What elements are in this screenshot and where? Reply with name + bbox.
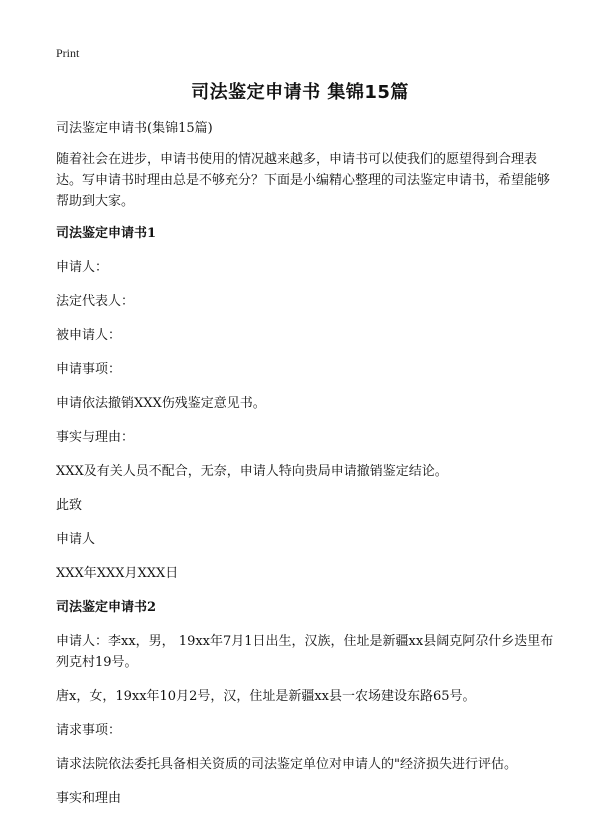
- paragraph: 申请人：: [56, 260, 109, 275]
- paragraph: 被申请人：: [56, 328, 122, 343]
- document-body: [56, 118, 556, 822]
- paragraph: 此致: [56, 498, 83, 513]
- document-title: 司法鉴定申请书 集锦15篇: [191, 82, 409, 103]
- section-1: [56, 223, 556, 584]
- intro-paragraph: 随着社会在进步，申请书使用的情况越来越多，申请书可以使我们的愿望得到合理表达。写申请书时理由总是不够充分？下面是小编精心整理的司法鉴定申请书，希望能够帮助到大家。: [56, 152, 551, 209]
- paragraph: 请求法院依法委托具备相关资质的司法鉴定单位对申请人的"经济损失进行评估。: [56, 757, 517, 772]
- document-subtitle: 司法鉴定申请书(集锦15篇): [56, 121, 213, 136]
- section-heading: 司法鉴定申请书2: [56, 600, 157, 615]
- print-link[interactable]: Print: [56, 46, 80, 60]
- paragraph: 申请人：李xx，男， 19xx年7月1日出生，汉族，住址是新疆xx县阔克阿尕什乡迭里布列克村19号。: [56, 634, 554, 670]
- paragraph: 唐x，女，19xx年10月2号，汉，住址是新疆xx县一农场建设东路65号。: [56, 689, 476, 704]
- paragraph: XXX年XXX月XXX日: [56, 566, 179, 581]
- paragraph: 事实和理由: [56, 791, 122, 806]
- paragraph: 申请人: [56, 532, 96, 547]
- paragraph: 申请事项：: [56, 362, 122, 377]
- paragraph: 事实与理由：: [56, 430, 135, 445]
- paragraph: 申请依法撤销XXX伤残鉴定意见书。: [56, 396, 266, 411]
- section-heading: 司法鉴定申请书1: [56, 226, 157, 241]
- section-2: [56, 597, 556, 809]
- paragraph: 法定代表人：: [56, 294, 135, 309]
- paragraph: 请求事项：: [56, 723, 122, 738]
- paragraph: XXX及有关人员不配合，无奈，申请人特向贵局申请撤销鉴定结论。: [56, 464, 448, 479]
